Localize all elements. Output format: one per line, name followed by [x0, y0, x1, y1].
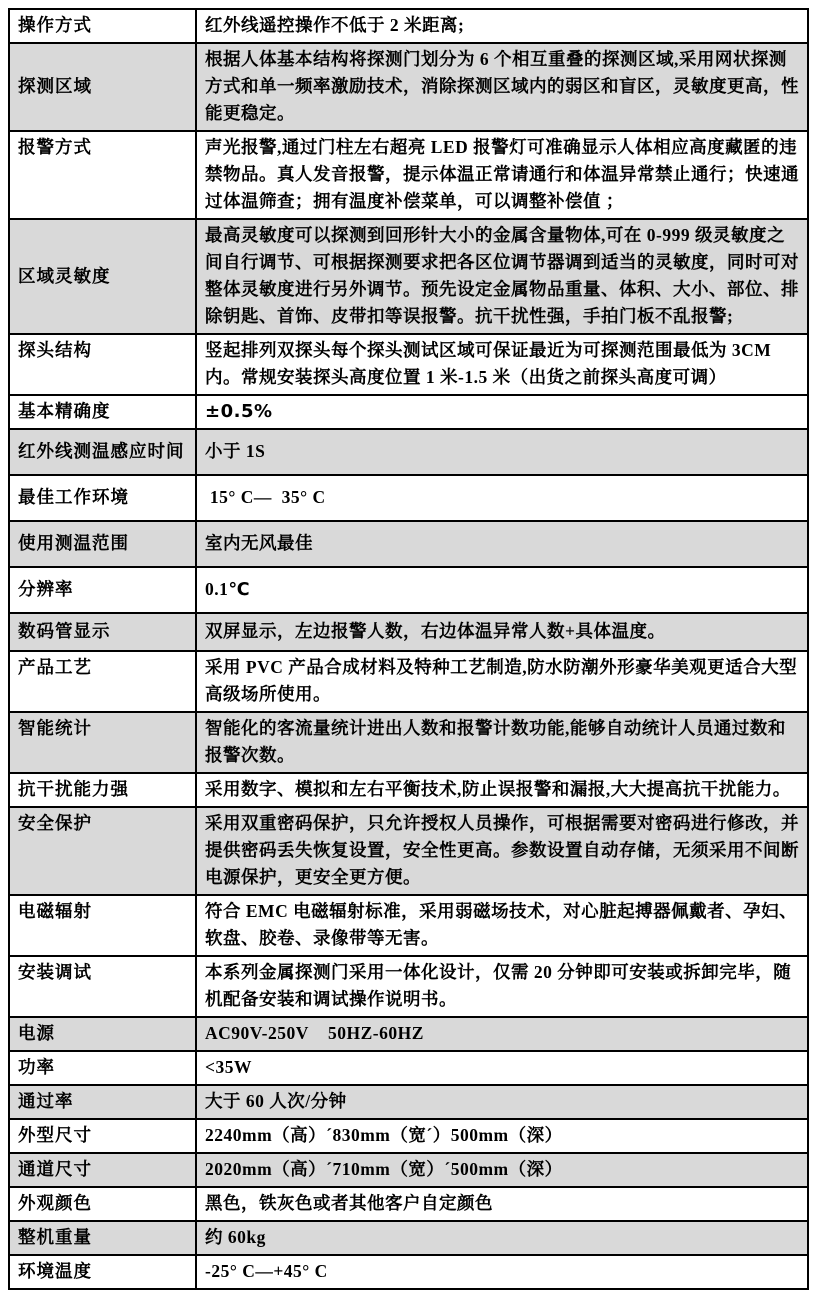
spec-label: 环境温度	[9, 1255, 196, 1289]
spec-label: 智能统计	[9, 712, 196, 773]
table-row	[9, 1221, 808, 1255]
spec-value: -25° C—+45° C	[196, 1255, 808, 1289]
spec-value: 采用双重密码保护，只允许授权人员操作，可根据需要对密码进行修改，并提供密码丢失恢复设置，安全性更高。参数设置自动存储，无须采用不间断电源保护，更安全更方便。	[196, 807, 808, 895]
table-row	[9, 773, 808, 807]
table-row	[9, 1085, 808, 1119]
spec-value: 约 60kg	[196, 1221, 808, 1255]
spec-label: 外观颜色	[9, 1187, 196, 1221]
spec-value: 2240mm（高）´830mm（宽´）500mm（深）	[196, 1119, 808, 1153]
spec-value: 智能化的客流量统计进出人数和报警计数功能,能够自动统计人员通过数和报警次数。	[196, 712, 808, 773]
table-row	[9, 429, 808, 475]
spec-value: 根据人体基本结构将探测门划分为 6 个相互重叠的探测区域,采用网状探测方式和单一频率激励技术，消除探测区域内的弱区和盲区，灵敏度更高，性能更稳定。	[196, 43, 808, 131]
spec-label: 安装调试	[9, 956, 196, 1017]
table-row	[9, 334, 808, 395]
table-row	[9, 131, 808, 219]
table-row	[9, 613, 808, 651]
spec-label: 电源	[9, 1017, 196, 1051]
table-row	[9, 807, 808, 895]
spec-value: 最高灵敏度可以探测到回形针大小的金属含量物体,可在 0-999 级灵敏度之间自行调节、可根据探测要求把各区位调节器调到适当的灵敏度，同时可对整体灵敏度进行另外调节。预先设定金属物品重量、体积、大小、部位、排除钥匙、首饰、皮带扣等误报警。抗干扰性强，手拍门板不乱报警;	[196, 219, 808, 334]
spec-value: 声光报警,通过门柱左右超亮 LED 报警灯可准确显示人体相应高度藏匿的违禁物品。真人发音报警，提示体温正常请通行和体温异常禁止通行；快速通过体温筛查；拥有温度补偿菜单，可以调整补偿值 ；	[196, 131, 808, 219]
spec-label: 抗干扰能力强	[9, 773, 196, 807]
table-row	[9, 1255, 808, 1289]
spec-label: 功率	[9, 1051, 196, 1085]
spec-value: AC90V-250V 50HZ-60HZ	[196, 1017, 808, 1051]
table-row	[9, 1119, 808, 1153]
spec-value: 黑色，铁灰色或者其他客户自定颜色	[196, 1187, 808, 1221]
spec-label: 通道尺寸	[9, 1153, 196, 1187]
spec-value: 采用 PVC 产品合成材料及特种工艺制造,防水防潮外形豪华美观更适合大型高级场所使用。	[196, 651, 808, 712]
spec-value: 采用数字、模拟和左右平衡技术,防止误报警和漏报,大大提高抗干扰能力。	[196, 773, 808, 807]
table-row	[9, 956, 808, 1017]
spec-label: 电磁辐射	[9, 895, 196, 956]
spec-value: 15° C— 35° C	[196, 475, 808, 521]
spec-value: 小于 1S	[196, 429, 808, 475]
table-row	[9, 567, 808, 613]
spec-label: 使用测温范围	[9, 521, 196, 567]
spec-label: 数码管显示	[9, 613, 196, 651]
table-row	[9, 521, 808, 567]
spec-value: 双屏显示，左边报警人数，右边体温异常人数+具体温度。	[196, 613, 808, 651]
spec-value: <35W	[196, 1051, 808, 1085]
table-row	[9, 1153, 808, 1187]
spec-table-body	[9, 9, 808, 1289]
spec-label: 整机重量	[9, 1221, 196, 1255]
table-row	[9, 1187, 808, 1221]
table-row	[9, 219, 808, 334]
spec-value: 室内无风最佳	[196, 521, 808, 567]
spec-label: 区域灵敏度	[9, 219, 196, 334]
spec-label: 基本精确度	[9, 395, 196, 429]
spec-value: 大于 60 人次/分钟	[196, 1085, 808, 1119]
spec-value: 本系列金属探测门采用一体化设计，仅需 20 分钟即可安装或拆卸完毕，随机配备安装和调试操作说明书。	[196, 956, 808, 1017]
spec-label: 探头结构	[9, 334, 196, 395]
spec-table	[8, 8, 809, 1290]
spec-label: 外型尺寸	[9, 1119, 196, 1153]
table-row	[9, 1017, 808, 1051]
spec-value: ±0.5%	[196, 395, 808, 429]
table-row	[9, 43, 808, 131]
spec-value: 0.1℃	[196, 567, 808, 613]
table-row	[9, 9, 808, 43]
table-row	[9, 712, 808, 773]
spec-label: 报警方式	[9, 131, 196, 219]
spec-value: 红外线遥控操作不低于 2 米距离;	[196, 9, 808, 43]
table-row	[9, 1051, 808, 1085]
spec-label: 红外线测温感应时间	[9, 429, 196, 475]
spec-label: 操作方式	[9, 9, 196, 43]
spec-value: 2020mm（高）´710mm（宽）´500mm（深）	[196, 1153, 808, 1187]
table-row	[9, 475, 808, 521]
spec-label: 通过率	[9, 1085, 196, 1119]
table-row	[9, 895, 808, 956]
table-row	[9, 651, 808, 712]
spec-label: 最佳工作环境	[9, 475, 196, 521]
spec-label: 产品工艺	[9, 651, 196, 712]
table-row	[9, 395, 808, 429]
spec-value: 符合 EMC 电磁辐射标准，采用弱磁场技术，对心脏起搏器佩戴者、孕妇、软盘、胶卷、录像带等无害。	[196, 895, 808, 956]
spec-label: 安全保护	[9, 807, 196, 895]
spec-label: 分辨率	[9, 567, 196, 613]
spec-label: 探测区域	[9, 43, 196, 131]
spec-value: 竖起排列双探头每个探头测试区域可保证最近为可探测范围最低为 3CM 内。常规安装探头高度位置 1 米-1.5 米（出货之前探头高度可调）	[196, 334, 808, 395]
